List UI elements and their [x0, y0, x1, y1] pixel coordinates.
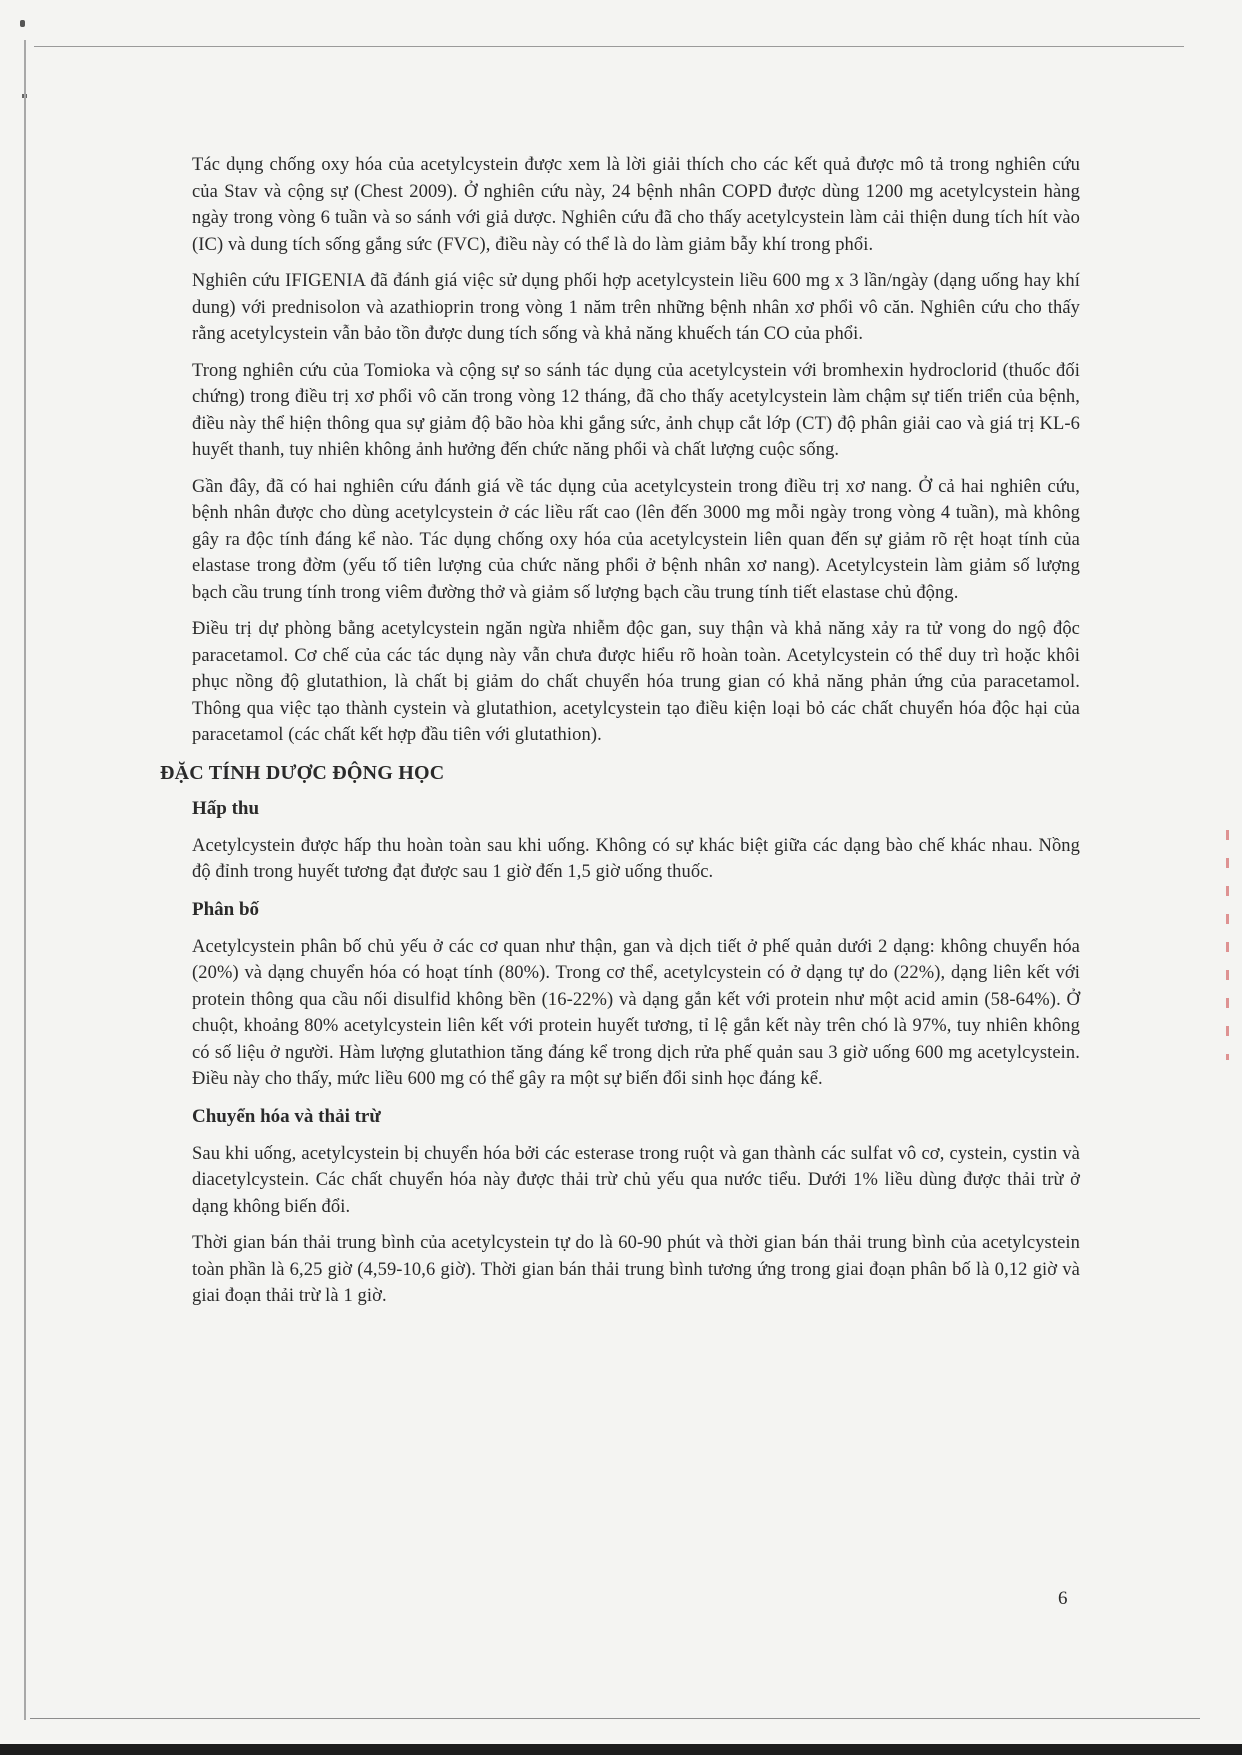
heading-absorption: Hấp thu	[192, 797, 260, 819]
heading-distribution: Phân bố	[192, 898, 260, 920]
page-content	[160, 152, 1080, 1320]
heading-metabolism-excretion: Chuyển hóa và thải trừ	[192, 1105, 381, 1127]
paragraph-metabolism: Sau khi uống, acetylcystein bị chuyển hóa bởi các esterase trong ruột và gan thành các sulfat vô cơ, cystein, cystin và diacetylcystein. Các chất chuyển hóa này được thải trừ chủ yếu qua nước tiểu. Dưới 1% liều dùng được thải trừ ở dạng không biến đổi.	[192, 1143, 1080, 1217]
scan-bottom-bar	[0, 1744, 1242, 1755]
scan-border-top	[34, 46, 1184, 47]
paragraph-stav-study: Tác dụng chống oxy hóa của acetylcystein được xem là lời giải thích cho các kết quả được mô tả trong nghiên cứu của Stav và cộng sự (Chest 2009). Ở nghiên cứu này, 24 bệnh nhân COPD được dùng 1200 mg acetylcystein hàng ngày trong vòng 6 tuần và so sánh với giả dược. Nghiên cứu đã cho thấy acetylcystein làm cải thiện dung tích hít vào (IC) và dung tích sống gắng sức (FVC), điều này có thể là do làm giảm bẫy khí trong phổi.	[192, 155, 1080, 255]
paragraph-absorption: Acetylcystein được hấp thu hoàn toàn sau khi uống. Không có sự khác biệt giữa các dạng bào chế khác nhau. Nồng độ đỉnh trong huyết tương đạt được sau 1 giờ đến 1,5 giờ uống thuốc.	[192, 835, 1080, 882]
scan-edge-marks	[1226, 830, 1229, 1060]
paragraph-paracetamol: Điều trị dự phòng bằng acetylcystein ngăn ngừa nhiễm độc gan, suy thận và khả năng xảy ra tử vong do ngộ độc paracetamol. Cơ chế của các tác dụng này vẫn chưa được hiểu rõ hoàn toàn. Acetylcystein có thể duy trì hoặc khôi phục nồng độ glutathion, là chất bị giảm do chất chuyển hóa trung gian có khả năng phản ứng của paracetamol. Thông qua việc tạo thành cystein và glutathion, acetylcystein tạo điều kiện loại bỏ các chất chuyển hóa độc hại của paracetamol (các chất kết hợp đầu tiên với glutathion).	[192, 619, 1080, 745]
paragraph-tomioka-study: Trong nghiên cứu của Tomioka và cộng sự so sánh tác dụng của acetylcystein với bromhexin hydroclorid (thuốc đối chứng) trong điều trị xơ phổi vô căn trong vòng 12 tháng, đã cho thấy acetylcystein làm chậm sự tiến triển của bệnh, điều này thể hiện thông qua sự giảm độ bão hòa khi gắng sức, ảnh chụp cắt lớp (CT) độ phân giải cao và giá trị KL-6 huyết thanh, tuy nhiên không ảnh hưởng đến chức năng phổi và chất lượng cuộc sống.	[192, 360, 1080, 460]
page-number: 6	[1058, 1588, 1068, 1609]
paragraph-half-life: Thời gian bán thải trung bình của acetylcystein tự do là 60-90 phút và thời gian bán thải trung bình của acetylcystein toàn phần là 6,25 giờ (4,59-10,6 giờ). Thời gian bán thải trung bình tương ứng trong giai đoạn phân bố là 0,12 giờ và giai đoạn thải trừ là 1 giờ.	[192, 1233, 1080, 1306]
paragraph-ifigenia-study: Nghiên cứu IFIGENIA đã đánh giá việc sử dụng phối hợp acetylcystein liều 600 mg x 3 lần/ngày (dạng uống hay khí dung) với prednisolon và azathioprin trong vòng 1 năm trên những bệnh nhân xơ phổi vô căn. Nghiên cứu cho thấy rằng acetylcystein vẫn bảo tồn được dung tích sống và khả năng khuếch tán CO của phổi.	[192, 271, 1080, 344]
scan-mark	[20, 20, 25, 27]
paragraph-distribution: Acetylcystein phân bố chủ yếu ở các cơ quan như thận, gan và dịch tiết ở phế quản dưới 2 dạng: không chuyển hóa (20%) và dạng chuyển hóa có hoạt tính (80%). Trong cơ thể, acetylcystein có ở dạng tự do (22%), dạng liên kết với protein thông qua cầu nối disulfid không bền (16-22%) và dạng gắn kết với protein như một acid amin (58-64%). Ở chuột, khoảng 80% acetylcystein liên kết với protein huyết tương, tỉ lệ gắn kết này trên chó là 97%, tuy nhiên không có số liệu ở người. Hàm lượng glutathion tăng đáng kể trong dịch rửa phế quản sau 3 giờ uống 600 mg acetylcystein. Điều này cho thấy, mức liều 600 mg có thể gây ra một sự biến đổi sinh học đáng kể.	[192, 936, 1080, 1089]
scan-border-left	[24, 40, 26, 1720]
scan-border-bottom	[30, 1718, 1200, 1719]
section-title-pharmacokinetics: ĐẶC TÍNH DƯỢC ĐỘNG HỌC	[160, 761, 445, 784]
paragraph-cystic-fibrosis: Gần đây, đã có hai nghiên cứu đánh giá về tác dụng của acetylcystein trong điều trị xơ nang. Ở cả hai nghiên cứu, bệnh nhân được cho dùng acetylcystein ở các liều rất cao (lên đến 3000 mg mỗi ngày trong vòng 4 tuần), mà không gây ra độc tính đáng kể nào. Tác dụng chống oxy hóa của acetylcystein liên quan đến sự giảm rõ rệt hoạt tính của elastase trong đờm (yếu tố tiên lượng của chức năng phổi ở bệnh nhân xơ nang). Acetylcystein làm giảm số lượng bạch cầu trung tính trong viêm đường thở và giảm số lượng bạch cầu trung tính tiết elastase chủ động.	[192, 476, 1080, 603]
